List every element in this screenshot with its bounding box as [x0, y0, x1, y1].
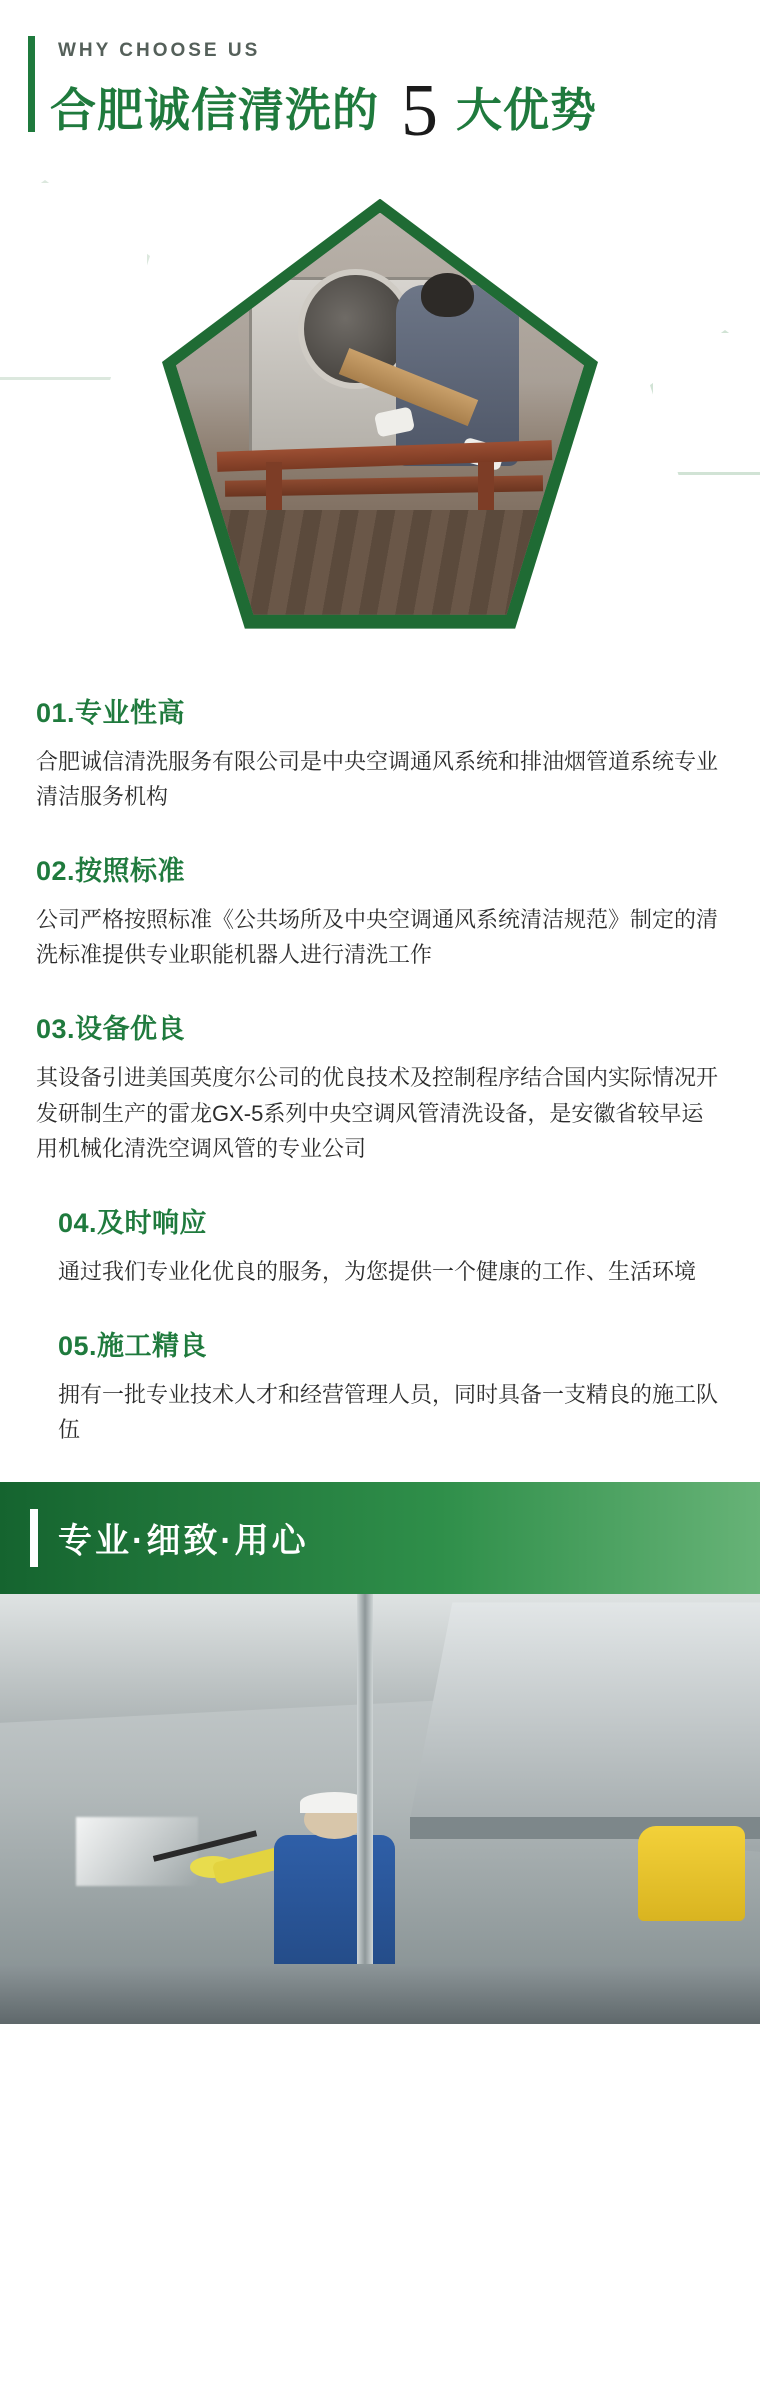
feature-title: 及时响应 [97, 1207, 208, 1238]
banner-accent-bar [30, 1509, 38, 1567]
feature-body: 拥有一批专业技术人才和经营管理人员，同时具备一支精良的施工队伍 [58, 1381, 719, 1443]
feature-body: 其设备引进美国英度尔公司的优良技术及控制程序结合国内实际情况开发研制生产的雷龙GX-5系列中央空调风管清洗设备，是安徽省较早运用机械化清洗空调风管的专业公司 [36, 1065, 719, 1162]
slogan-banner [0, 1482, 760, 1594]
feature-item [36, 1324, 724, 1448]
feature-heading [36, 691, 724, 730]
feature-item [36, 691, 724, 815]
page-title [50, 70, 760, 152]
feature-list [36, 691, 724, 1448]
banner-slogan: 专业·细致·用心 [58, 1522, 309, 1561]
pentagon-photo-frame [162, 199, 598, 629]
feature-heading [36, 849, 724, 888]
feature-body: 公司严格按照标准《公共场所及中央空调通风系统清洁规范》制定的清洗标准提供专业职能机器人进行清洗工作 [36, 906, 719, 968]
feature-index: 01. [36, 697, 76, 728]
page-title-main: 合肥诚信清洗的 [50, 84, 379, 137]
feature-item [36, 849, 724, 973]
feature-index: 03. [36, 1014, 76, 1045]
header-accent-bar [28, 36, 35, 132]
feature-title: 设备优良 [75, 1014, 186, 1045]
duct-cleaning-photo [176, 213, 584, 615]
page-title-tail: 大优势 [456, 84, 597, 137]
header-eyebrow: WHY CHOOSE US [58, 40, 261, 61]
feature-heading [58, 1324, 724, 1363]
decorative-pentagon-left [0, 180, 150, 380]
header [0, 0, 760, 152]
page-title-number: 5 [401, 70, 438, 152]
feature-index: 02. [36, 855, 76, 886]
feature-title: 施工精良 [97, 1330, 208, 1361]
feature-heading [36, 1007, 724, 1046]
feature-index: 05. [58, 1330, 98, 1361]
feature-item [36, 1201, 724, 1290]
hood-cleaning-photo [0, 1594, 760, 2024]
feature-body: 合肥诚信清洗服务有限公司是中央空调通风系统和排油烟管道系统专业清洁服务机构 [36, 748, 719, 810]
feature-index: 04. [58, 1207, 98, 1238]
feature-title: 专业性高 [75, 697, 186, 728]
feature-body: 通过我们专业化优良的服务，为您提供一个健康的工作、生活环境 [58, 1258, 697, 1284]
feature-heading [58, 1201, 724, 1240]
feature-title: 按照标准 [75, 855, 186, 886]
feature-item [36, 1007, 724, 1167]
decorative-pentagon-right [650, 330, 760, 475]
